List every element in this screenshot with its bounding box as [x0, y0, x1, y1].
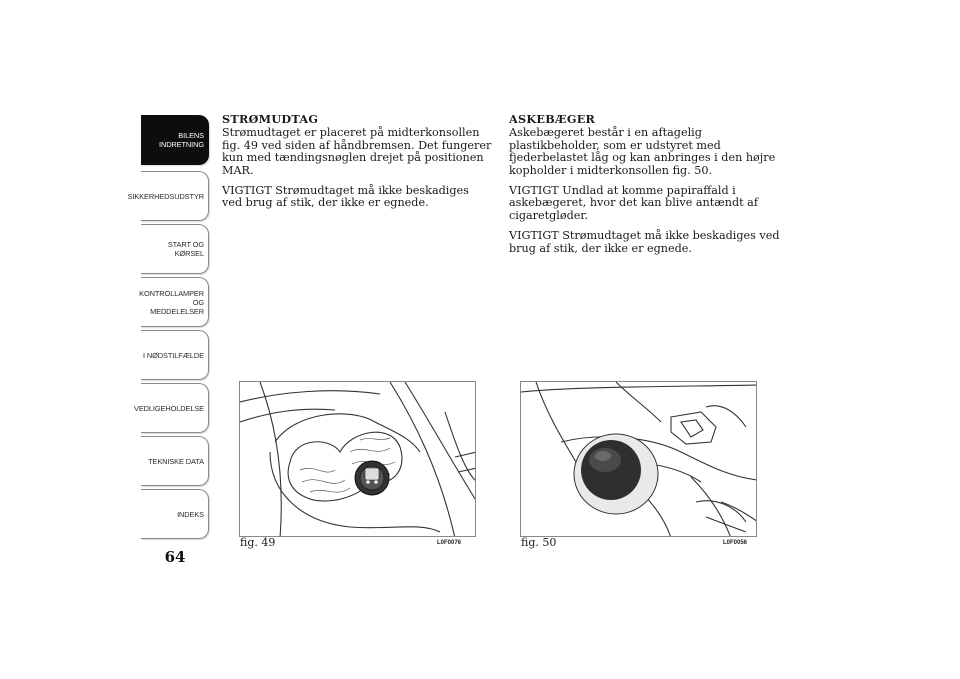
paragraph: VIGTIGT Undlad at komme papiraffald i askebægeret, hvor det kan blive antændt af cigaretgløder. [509, 184, 758, 222]
section-heading: ASKEBÆGER [509, 112, 596, 126]
paragraph: Strømudtaget er placeret på midterkonsollen fig. 49 ved siden af håndbremsen. Det fungerer kun med tændingsnøglen drejet på positionen MAR. [222, 126, 492, 177]
tab-kontrollamper[interactable] [141, 277, 209, 327]
tab-label: TEKNISKE DATA [148, 456, 204, 466]
tab-i-nodstilfaelde[interactable] [141, 330, 209, 380]
paragraph: VIGTIGT Strømudtaget må ikke beskadiges ved brug af stik, der ikke er egnede. [222, 184, 469, 210]
tab-label: VEDLIGEHOLDELSE [134, 403, 204, 413]
section-heading: STRØMUDTAG [222, 112, 319, 126]
tab-label: START OG KØRSEL [167, 240, 204, 258]
tab-label: BILENS INDRETNING [159, 131, 204, 149]
tab-bilens-indretning[interactable] [141, 115, 209, 165]
figure-caption: fig. 49 [240, 536, 276, 549]
figure-code: L0F0076 [437, 540, 462, 546]
paragraph: VIGTIGT Strømudtaget må ikke beskadiges ved brug af stik, der ikke er egnede. [509, 229, 780, 255]
figure-code: L0F0056 [723, 540, 748, 546]
page-number: 64 [164, 548, 186, 566]
tab-indeks[interactable] [141, 489, 209, 539]
section-power-outlet [222, 113, 492, 218]
tab-label: I NØDSTILFÆLDE [142, 350, 204, 360]
figure-ashtray-illustration [520, 381, 757, 537]
paragraph: Askebægeret består i en aftagelig plastikbeholder, som er udstyret med fjederbelastet låg og kan anbringes i den højre kopholder i midterkonsollen fig. 50. [509, 126, 776, 177]
section-ashtray [509, 113, 784, 263]
tab-tekniske-data[interactable] [141, 436, 209, 486]
tab-label: SIKKERHEDSUDSTYR [127, 191, 204, 201]
figure-caption: fig. 50 [521, 536, 557, 549]
tab-label: INDEKS [177, 509, 204, 519]
tab-sikkerhedsudstyr[interactable] [127, 171, 209, 221]
figure-power-outlet-illustration [239, 381, 476, 537]
tab-vedligeholdelse[interactable] [134, 383, 209, 433]
tab-start-og-korsel[interactable] [141, 224, 209, 274]
tab-label: KONTROLLAMPER OG MEDDELELSER [139, 288, 204, 316]
